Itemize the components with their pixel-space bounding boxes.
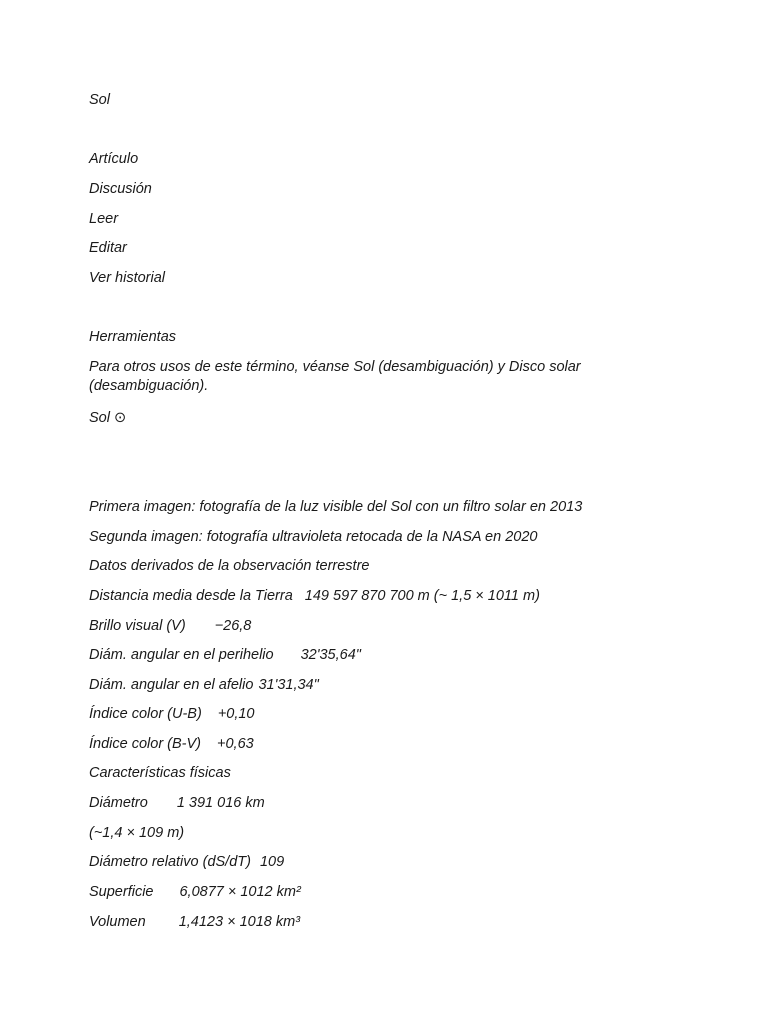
sun-symbol-icon: ⊙ xyxy=(114,410,127,426)
row-angular-aphelion xyxy=(89,676,319,695)
image-caption-1: Primera imagen: fotografía de la luz visible del Sol con un filtro solar en 2013 xyxy=(89,499,583,515)
row-value: 1 391 016 km xyxy=(176,795,265,811)
tools-menu[interactable]: Herramientas xyxy=(89,329,177,345)
infobox-title xyxy=(89,409,126,428)
row-label: Índice color (B-V) xyxy=(89,736,202,752)
row-color-index-ub xyxy=(89,705,255,724)
row-diameter-extra: (~1,4 × 109 m) xyxy=(89,825,185,841)
row-label: Diámetro xyxy=(89,795,148,811)
row-label: Diám. angular en el perihelio xyxy=(89,647,274,663)
row-value: 109 xyxy=(259,854,285,870)
tab-history[interactable]: Ver historial xyxy=(89,270,166,286)
row-value: 31'31,34" xyxy=(258,677,319,693)
row-value: +0,63 xyxy=(217,736,254,752)
row-value: +0,10 xyxy=(217,706,255,722)
tab-read[interactable]: Leer xyxy=(89,211,119,227)
row-volume xyxy=(89,913,300,932)
row-angular-perihelion xyxy=(89,646,361,665)
tab-discussion[interactable]: Discusión xyxy=(89,181,152,197)
row-value: 32'35,64" xyxy=(300,647,361,663)
row-surface xyxy=(89,883,301,902)
row-label: Distancia media desde la Tierra xyxy=(89,588,293,604)
row-color-index-bv xyxy=(89,735,254,754)
row-label: Índice color (U-B) xyxy=(89,706,202,722)
tab-edit[interactable]: Editar xyxy=(89,240,127,256)
row-label: Diámetro relativo (dS/dT) xyxy=(89,854,251,870)
row-label: Brillo visual (V) xyxy=(89,618,186,634)
row-label: Volumen xyxy=(89,914,146,930)
row-label: Superficie xyxy=(89,884,154,900)
row-label: Diám. angular en el afelio xyxy=(89,677,254,693)
section-physical-heading: Características físicas xyxy=(89,765,231,781)
row-value: 6,0877 × 1012 km² xyxy=(179,884,301,900)
tab-article[interactable]: Artículo xyxy=(89,151,139,167)
section-observation-heading: Datos derivados de la observación terrestre xyxy=(89,558,370,574)
page-title: Sol xyxy=(89,92,110,108)
infobox-name: Sol xyxy=(89,410,110,426)
row-mean-distance xyxy=(89,587,540,606)
row-visual-brightness xyxy=(89,617,251,636)
row-value: −26,8 xyxy=(214,618,252,634)
disambiguation-note: Para otros usos de este término, véanse Sol (desambiguación) y Disco solar (desambiguación). xyxy=(89,359,581,394)
row-diameter xyxy=(89,794,265,813)
row-value: 149 597 870 700 m (~ 1,5 × 1011 m) xyxy=(304,588,540,604)
row-value: 1,4123 × 1018 km³ xyxy=(178,914,301,930)
image-caption-2: Segunda imagen: fotografía ultravioleta retocada de la NASA en 2020 xyxy=(89,529,538,545)
row-relative-diameter xyxy=(89,853,284,872)
